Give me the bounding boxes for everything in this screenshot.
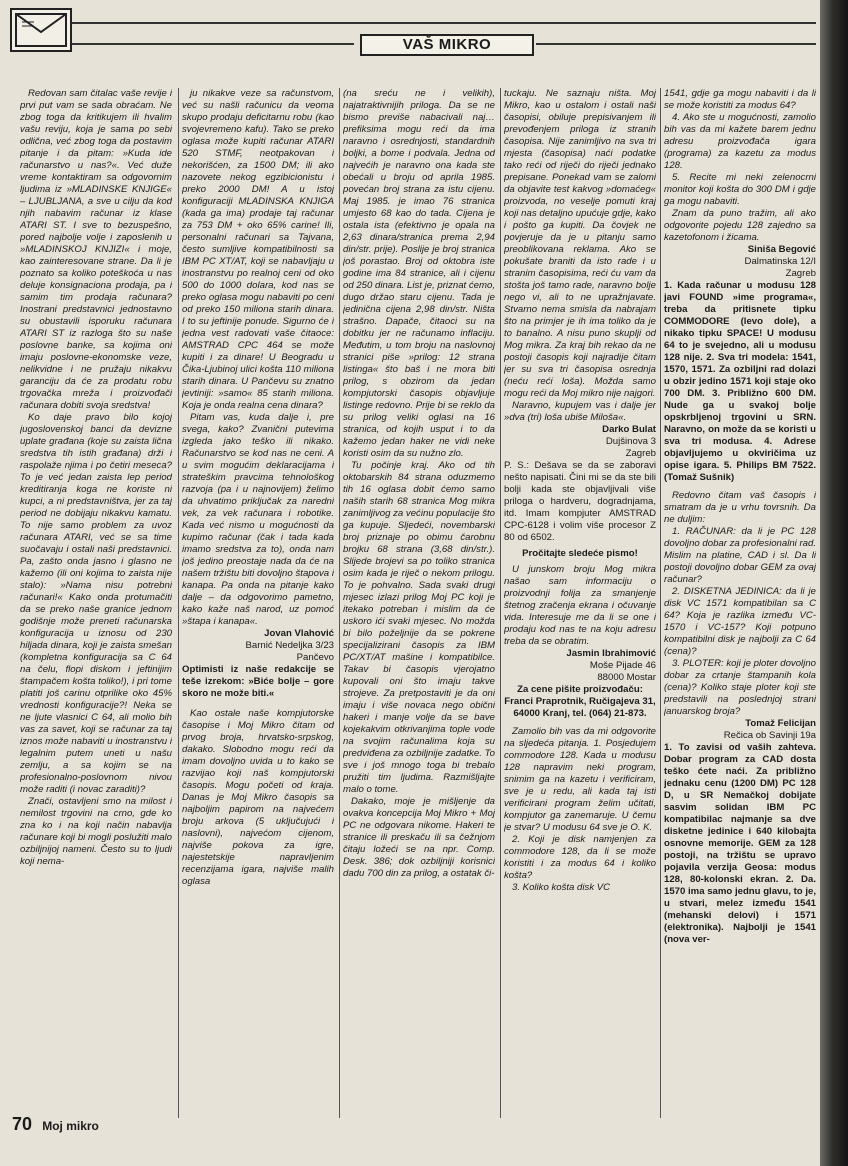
section-header	[72, 34, 816, 54]
letter-address-line: Dalmatinska 12/I	[744, 256, 816, 267]
paragraph: U junskom broju Mog mikra našao sam informaciju o proizvodnji folija za smanjenje štetnog zračenja ekrana i očuvanje vida. Interesuje me da li se one i prodaju kod nas te na koju adresu treba da se obratim.	[504, 564, 656, 647]
letter-address-line: Barnić Nedeljka 3/23	[245, 640, 334, 651]
paragraph: ju nikakve veze sa računstvom, već su našli računicu da veoma skupo prodaju deficitarnu robu (kao svojevremeno kafu). Tako se preko oglasa može kupiti računar ATARI 520 STMF, neotpakovan i nekorišćen, za 1500 DM; ili ako nazovete nekog egzibicionistu i preko 2000 DM! A u istoj konfiguraciji MLADINSKA KNJIGA (kada ga ima) prodaje taj računar za 753 DM + oko 65% carine! Ili, personalni računari sa Tajvana, često sumljive kompatibilnosti sa IBM PC XT/AT, koji se nabavljaju u inostranstvu po realnoj ceni od oko 500 do 1000 dolara, kod nas se preko oglasa mogu nabaviti po ceni od preko 150 miliona starih dinara. I to su jeftinije ponude. Sigurno će i jedna vest radovati vaše čitaoce: AMSTRAD CPC 464 se može kupiti i za dinare! U Beogradu u Čika-Ljubinoj ulici košta 110 miliona starih dinara. U Pančevu su znatno jevtiniji: »samo« 85 starih miliona. Koja je onda realna cena dinara?	[182, 88, 334, 411]
paragraph: 2. DISKETNA JEDINICA: da li je disk VC 1571 kompatibilan sa C 64? Koja je razlika između VC-1570 i VC-157? Koji potpuno kompatibilni disk je najbolji za C 64 (cena)?	[664, 586, 816, 657]
header-rule-left	[72, 43, 354, 45]
letter-headline: Pročitajte sledeće pismo!	[522, 548, 638, 559]
paragraph: 3. PLOTER: koji je ploter dovoljno dobar za crtanje štampanih kola (cena)? Koliko staje ploter koji ste predstavili na poslednjoj strani januarskog broja?	[664, 658, 816, 717]
letter-signature: Tomaž Felicijan	[745, 718, 816, 729]
column-divider	[660, 88, 661, 1118]
text-column-3	[343, 88, 495, 1118]
letter-address-line: Rečica ob Savinji 19a	[723, 730, 816, 741]
paragraph: Dakako, moje je mišljenje da ovakva koncepcija Moj Mikro + Moj PC ne odgovara nikome. Hakeri te stranice ili preskaču ili sa čežnjom čitaju ložeći se na npr. Comp. Desk. 386; dok ozbiljniji korisnici dadu 700 din za prilog, a ostatak či-	[343, 796, 495, 879]
column-divider	[500, 88, 501, 1118]
magazine-name: Moj mikro	[42, 1119, 99, 1133]
page-gutter-shadow	[820, 0, 848, 1166]
text-column-5	[664, 88, 816, 1118]
paragraph: Naravno, kupujem vas i dalje jer »dva (tri) loša ubiše Miloša«.	[504, 400, 656, 423]
letter-address-line: Zagreb	[785, 268, 816, 279]
letter-address-line: Zagreb	[625, 448, 656, 459]
paragraph: Tu počinje kraj. Ako od tih oktobarskih 84 strana oduzmemo tih 16 oglasa dobit ćemo samo naših starih 68 stranica Mog mikra zanimljivog za većinu populacije što ga kupuje. Sljedeći, novembarski broj priznaje po obimu čarobnu brojku 68 strana (3,68 din/str.). Slijede brojevi sa po toliko stranica osim kada je riječ o nekom prilogu. To je pohvalno. Sada svaki drugi mjesec izlazi prilog Moj PC koji je itekako potreban i mislim da će uskoro ići svaki mjesec. No možda bi bilo poželjnije da se pokrene specijalizirani časopis za IBM PC/XT/AT mašine i kompatibilce. Takav bi časopis vjerojatno kupovali oni što imaju takve strojeve. Za pretpostaviti je da oni imaju i više novaca nego obični hakeri i manje volje da se bave kojekakvim otkrivanjima tople vode na svojim računalima koja su predviđena za ozbiljnije zadatke. To sve i još mnogo toga bi trebalo pružiti tim ljudima. Razmišljajte malo o tome.	[343, 460, 495, 795]
text-column-1	[20, 88, 172, 1118]
paragraph: Pitam vas, kuda dalje i, pre svega, kako? Zvanični putevima izgleda jako teško ili nikako. Računarstvo se kod nas ne ceni. A u svim mogućim deklaracijama i strateškim pravcima tehnološkog razvoja (pa i u najnovijem) želimo da uhvatimo priključak za naredni vek, za vek računara i robotike. Kada već nismo u mogućnosti da kupimo računar (čak i tada kada imamo sredstva za to), onda nam još jedino preostaje nada da će na našem tržištu biti dovoljno štapova i kanapa. Pa onda na pitanje kako dalje – da odgovorimo pametno, kako kaže naš narod, uz pomoć »štapa i kanapa«.	[182, 412, 334, 627]
letter-signature: Jovan Vlahović	[264, 628, 334, 639]
letter-address-line: 88000 Mostar	[597, 672, 656, 683]
paragraph: 2. Koji je disk namjenjen za commodore 128, da li se može koristiti i za modus 64 i koliko košta?	[504, 834, 656, 881]
letter-address-line: Pančevo	[296, 652, 334, 663]
letter-address-line: Moše Pijade 46	[589, 660, 656, 671]
header-rule-right	[536, 43, 816, 45]
editor-reply: 1. To zavisi od vaših zahteva. Dobar program za CAD dosta teško ćete naći. Za približno jednaku cenu (1200 DM) PC 128 D, u SR Nemačkoj dobijate sasvim solidan IBM PC kompatibilac najmanje sa dve disketne jedinice i 640 kilobajta osnovne memorije. GEM za 128 postoji, na tržištu se upravo pojavila verzija Geosa: modus 128, 80-kolonski ekran. 2. Da. 1570 ima samo jednu glavu, to je, u stvari, melez između 1541 (mehanski delovi) i 1571 (elektronika). Najbolji je 1541 (nova ver-	[664, 742, 816, 945]
letter-address-line: Dujšinova 3	[605, 436, 656, 447]
paragraph: (na sreću ne i velikih), najatraktivnijih priloga. Da se ne bismo previše nabacivali naj… prefiksima mogu reći da ima naravno i osrednjosti, standardnih boljki, a bome i podvala. Jedna od najvećih je naravno ona kada ste obećali u broju od aprila 1985. povećan broj strana za istu cijenu. Maj 1985. je imao 76 stranica umjesto 68 kao do tada. Cijena je ostala ista (efektivno je opala na 2,63 dinara/stranica prema 2,94 din/str. prije). Poslije je broj stranica još porastao. Broj od oktobra iste godine ima 84 stranice, ali i cijenu od 250 dinara. List je, priznat ćemo, dugo držao staru cijenu. Tada je jedinična cijena 2,98 din/str. Ništa strašno. Dapače, čitaoci su na dobitku jer ne računamo inflaciju. Međutim, u tom broju na naslovnoj stranici piše »prilog: 12 strana listinga« što baš i ne mora biti prilog, s obzirom da jedan kompjutorski časopis objavljuje listinge redovno. Prije bi se reklo da su prilog veliki oglasi na 16 stranica, od kojih usput i to da kažemo jedan haker ne vidi neke koristi osim da su nužno zlo.	[343, 88, 495, 459]
paragraph: 3. Koliko košta disk VC	[512, 882, 611, 893]
paragraph: 1. RAČUNAR: da li je PC 128 dovoljno dobar za profesionalni rad. Mislim na platine, CAD i sl. Da li postoji dovoljno dobar GEM za ovaj računar?	[664, 526, 816, 585]
paragraph: Redovno čitam vaš časopis i smatram da je u vrhu tovrsnih. Da ne duljim:	[664, 490, 816, 525]
paragraph: Znači, ostavljeni smo na milost i nemilost trgovini na crno, gde ko zna ko i na koji način nabavlja računare koji bi mogli poslužiti malo ozbiljnijoj nameni. Često su to ljudi koji nema-	[20, 796, 172, 867]
postscript: P. S.: Dešava se da se zaboravi nešto napisati. Čini mi se da ste bili bolji kada ste objavljivali više priloga o hardveru, dogradnjama, itd. Imam kompjuter AMSTRAD CPC-6128 i volim više procesor Z 80 od 6502.	[504, 460, 656, 543]
paragraph: 4. Ako ste u mogućnosti, zamolio bih vas da mi kažete barem jednu adresu proizvođača igara (programa) za kazetu za modus 128.	[664, 112, 816, 171]
letter-envelope-icon	[10, 8, 72, 52]
page-footer	[12, 1114, 99, 1134]
letter-signature: Jasmin Ibrahimović	[566, 648, 656, 659]
letter-signature: Siniša Begović	[747, 244, 816, 255]
editor-reply: Optimisti iz naše redakcije se teše izrekom: »Biće bolje – gore skoro ne može biti.«	[182, 664, 334, 699]
paragraph: Znam da puno tražim, ali ako odgovorite pojedu 128 zajedno sa kazetofonom i žicama.	[664, 208, 816, 243]
paragraph: 1541, gdje ga mogu nabaviti i da li se može koristiti za modus 64?	[664, 88, 816, 111]
editor-reply: 1. Kada računar u modusu 128 javi FOUND »ime programa«, treba da pritisnete tipku COMMODORE (levo dole), a nikako tipku SPACE! U modusu 64 to je svejedno, ali u modusu 128 nije. 2. Sva tri modela: 1541, 1570, 1571. Za ozbiljni rad dolazi u obzir jedino 1571 koji staje oko 700 DM. 3. Približno 600 DM. Nude ga u svakoj bolje opskrbljenoj trgovini u SRN. Naravno, on može da se koristi u sva tri modusa. 4. Adrese objavljujemo u okviričima uz opise igara. 5. Philips BM 7522. (Tomaž Sušnik)	[664, 280, 816, 483]
column-divider	[339, 88, 340, 1118]
paragraph: tuckaju. Ne saznaju ništa. Moj Mikro, kao u ostalom i ostali naši časopisi, obiluje prepisivanjem ili prevođenjem priloga iz stranih časopisa. Nije zanimljivo na sva tri mjesta (časopisa) naći podatke tako reći od riječi do riječi jednako prepisane. Ponekad vam se zalomi da objavite test kakvog »domaćeg« proizvoda, no veselje pomuti kraj koji nas detaljno upućuje gdje, kako i pošto ga kupiti. Da čovjek ne povjeruje da je u pitanju samo preoblikovana reklama. Ako se pokušate braniti da isto rade i u stranim časopisima, reći ću vam da stošta još tamo rade, naravno bolje nego vi, ali to ne upražnjavate. Stvarno nema smisla da nabrajam što na primjer je ih ima toliko da je to banalno. A nisu puno skuplji od Mog mikra. Za kraj bih rekao da ne postoji časopis koji najradije čitam jer su sva tri časopisa osrednja (neću reći loša). Možda samo mogu reći da Moj mikro nije najgori.	[504, 88, 656, 399]
paragraph: Redovan sam čitalac vaše revije i prvi put vam se sada obraćam. Ne zbog toga da kritikujem ili hvalim vašu reviju, koja je sama po sebi odlična, već zbog toga da postavim pitanje i da pitam: »Kuda ide računarstvo u nas?«. Već duže vreme kontaktiram sa odgovornim ljudima iz »MLADINSKE KNJIGE« – LJUBLJANA, a sve u cilju da kod njih nabavim računar iz klase ATARI ST. I sve to bezuspešno, pored najbolje volje i zaposlenih u »MLADINSKOJ KNJIZI« i moje, kao zainteresovane strane. Da li je poznato sa koliko poteškoća u nas deluje konsignaciona prodaja, pa i samim tim prodaja računara? Inostrani predstavnici jednostavno su obustavili isporuku računara ATARI ST iz razloga što su naše poslovne banke, sa kojima oni imaju poslovne-ekonomske veze, nelikvidne i ne pružaju nikakvu garanciju da će za prodatu robu trgovačka mreža i proizvođači računara dobiti svoja sredstva!	[20, 88, 172, 411]
paragraph: 5. Recite mi neki zelenocrni monitor koji košta do 300 DM i gdje ga mogu nabaviti.	[664, 172, 816, 207]
page-number: 70	[12, 1114, 33, 1134]
paragraph: Ko daje pravo bilo kojoj jugoslovenskoj banci da devizne uplate građana (koje su zaista lična sredstva tih istih građana) drži i raspolaže njima i po četiri meseca? To je već jedan zaista lep period kreditiranja koga ne koriste ni kupci, a ni predstavništva, jer za taj period ne dobijaju nikakvu kamatu. To nije samo problem za uvoz računara ATARI, već se sa time suočavaju i ostali naši predstavnici. Pa, zašto onda jasno i glasno ne kažemo (ili oni kojima to zaista nije stalo): »Nama nisu potrebni računari!« Kako onda protumačiti da se preko naše granice jednom godišnje može preneti računarska konfiguracija u iznosu od 230 hiljada dinara, koji je zaista smešan (kompletna konfiguracija sa C 64 na čelu, flopi diskom i jeftinijim štampačem košta toliko!), i pri tome platiti još carinu otprilike oko 45% vrednosti konfiguracije?! Neka se ne ljute vlasnici C 64, ali molio bih vas za savet, koji se računar za taj iznos može nabaviti u inostranstvu i legalnim putem uneti u našu zemlju, a sa kojim se na profesionalno-poslovnom nivou može raditi (i novac zaraditi)?	[20, 412, 172, 795]
paragraph: Zamolio bih vas da mi odgovorite na sljedeća pitanja. 1. Posjedujem commodore 128. Kada u modusu 128 napravim neki program, snimim ga na kazetu i verificiram, sve je u redu, ali kada taj isti verificirani program želim učitati, kompjutor ga zanemaruje. U čemu je stvar? U modusu 64 sve je O. K.	[504, 726, 656, 833]
header-top-rule	[72, 22, 816, 24]
section-title: VAŠ MIKRO	[360, 34, 534, 56]
editor-reply: Za cene pišite proizvođaču: Franci Praprotnik, Ručigajeva 31, 64000 Kranj, tel. (064) 21-873.	[504, 684, 656, 719]
text-column-4	[504, 88, 656, 1118]
text-column-2	[182, 88, 334, 1118]
letter-signature: Darko Bulat	[602, 424, 656, 435]
column-divider	[178, 88, 179, 1118]
paragraph: Kao ostale naše kompjutorske časopise i Moj Mikro čitam od prvog broja, hrvatsko-srpskog, dakako. Slobodno mogu reći da imam dovoljno uvida u to kako se razvijao koji naš kompjutorski časopis. Mogu početi od kraja. Danas je Moj Mikro časopis sa najboljim papirom na najvećem broju arkova (5 uključujući i naslovni), najvećom cijenom, najviše pokova za igre, najestetskije napravljenim recenzijama igara, najviše malih oglasa	[182, 708, 334, 887]
